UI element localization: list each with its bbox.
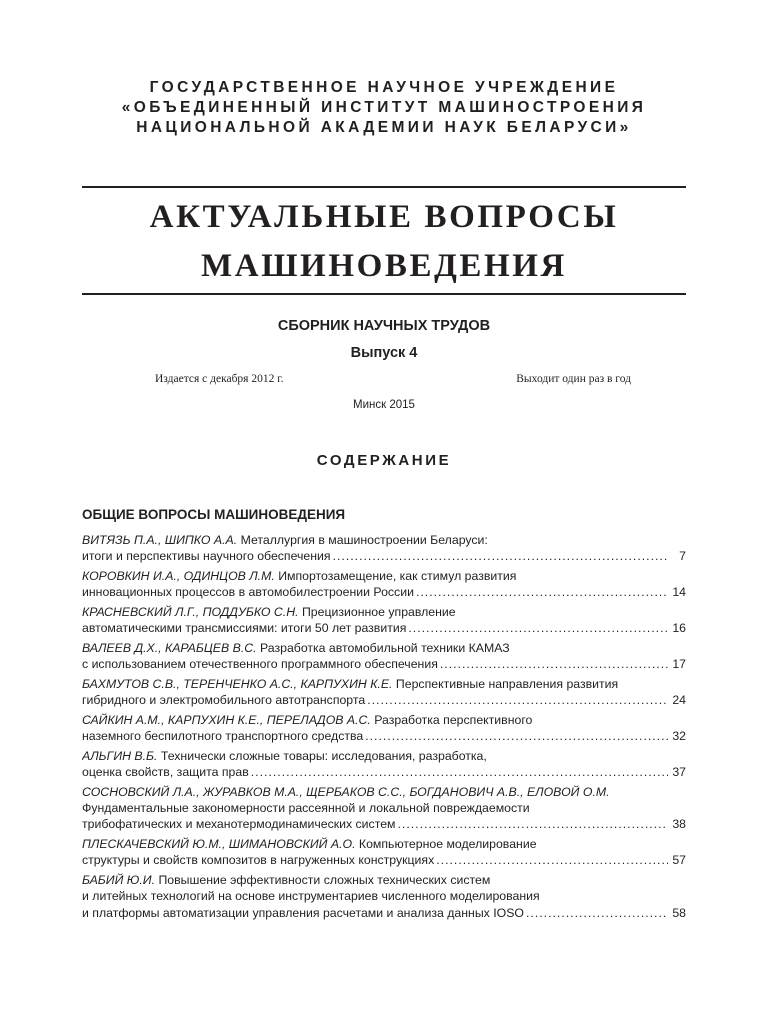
dot-leader	[398, 816, 669, 832]
toc-authors: БАБИЙ Ю.И.	[82, 873, 156, 888]
institution-line: «ОБЪЕДИНЕННЫЙ ИНСТИТУТ МАШИНОСТРОЕНИЯ	[121, 99, 647, 116]
toc-authors: КРАСНЕВСКИЙ Л.Г., ПОДДУБКО С.Н.	[82, 605, 299, 619]
contents-heading: СОДЕРЖАНИЕ	[316, 452, 452, 469]
institution-name	[80, 78, 688, 138]
toc-page-number: 14	[672, 585, 686, 600]
dot-leader	[436, 852, 668, 868]
collection-label: СБОРНИК НАУЧНЫХ ТРУДОВ	[277, 318, 491, 334]
toc-title-end: и платформы автоматизации управления расчетами и анализа данных IOSO	[82, 905, 524, 920]
book-title-line: АКТУАЛЬНЫЕ ВОПРОСЫ	[149, 199, 619, 235]
toc-title-line: Фундаментальные закономерности рассеянной и локальной повреждаемости	[82, 801, 530, 816]
toc-title-start: Разработка перспективного	[374, 713, 533, 727]
dot-leader	[408, 620, 668, 636]
toc-title-end: наземного беспилотного транспортного средства	[82, 729, 364, 744]
toc-title-start: Разработка автомобильной техники КАМАЗ	[259, 641, 510, 655]
toc-page-number: 57	[672, 853, 686, 868]
toc-entry	[82, 532, 686, 564]
toc-entry-first-line	[82, 676, 686, 692]
toc-page-number: 7	[679, 549, 686, 564]
toc-authors: СОСНОВСКИЙ Л.А., ЖУРАВКОВ М.А., ЩЕРБАКОВ С.С., БОГДАНОВИЧ А.В., ЕЛОВОЙ О.М.	[82, 785, 610, 799]
toc-title-end: структуры и свойств композитов в нагруженных конструкциях	[82, 853, 435, 868]
toc-entry	[82, 568, 686, 600]
bottom-rule	[82, 293, 686, 295]
toc-entry	[82, 872, 686, 921]
toc-entry-first-line	[82, 748, 686, 764]
toc-title-end: оценка свойств, защита прав	[82, 765, 249, 780]
section-title: ОБЩИЕ ВОПРОСЫ МАШИНОВЕДЕНИЯ	[82, 507, 346, 522]
toc-authors: АЛЬГИН В.Б.	[82, 749, 158, 763]
toc-authors: ВАЛЕЕВ Д.Х., КАРАБЦЕВ В.С.	[82, 641, 257, 655]
toc-entry-last-line	[82, 692, 686, 708]
toc-entry-first-line	[82, 568, 686, 584]
toc-authors: БАХМУТОВ С.В., ТЕРЕНЧЕНКО А.С., КАРПУХИН К.Е.	[82, 677, 393, 691]
dot-leader	[333, 548, 668, 564]
dot-leader	[367, 692, 668, 708]
dot-leader	[251, 764, 668, 780]
institution-line: ГОСУДАРСТВЕННОЕ НАУЧНОЕ УЧРЕЖДЕНИЕ	[149, 79, 619, 96]
toc-entry-first-line	[82, 640, 686, 656]
toc-page-number: 32	[672, 729, 686, 744]
toc-entry	[82, 676, 686, 708]
toc-entry-last-line	[82, 548, 686, 564]
toc-title-start: Импортозамещение, как стимул развития	[278, 569, 517, 583]
toc-page-number: 24	[672, 693, 686, 708]
toc-entry	[82, 604, 686, 636]
toc-authors: САЙКИН А.М., КАРПУХИН К.Е., ПЕРЕЛАДОВ А.С.	[82, 713, 371, 727]
toc-entry	[82, 784, 686, 833]
toc-entry-first-line	[82, 784, 686, 800]
toc-page-number: 38	[672, 817, 686, 832]
toc-page-number: 16	[672, 621, 686, 636]
dot-leader	[526, 905, 668, 921]
toc-entry-first-line	[82, 604, 686, 620]
toc-entry	[82, 712, 686, 744]
toc-title-start: Повышение эффективности сложных технических систем	[158, 873, 491, 888]
toc-page-number: 37	[672, 765, 686, 780]
institution-line: НАЦИОНАЛЬНОЙ АКАДЕМИИ НАУК БЕЛАРУСИ»	[136, 119, 632, 136]
toc-entry-last-line	[82, 764, 686, 780]
toc-entry-first-line	[82, 872, 686, 888]
top-rule	[82, 186, 686, 188]
toc-page-number: 58	[672, 905, 686, 920]
toc-title-end: гибридного и электромобильного автотранспорта	[82, 693, 366, 708]
publication-frequency: Выходит один раз в год	[516, 373, 631, 385]
toc-entry-last-line	[82, 656, 686, 672]
dot-leader	[416, 584, 668, 600]
toc-authors: КОРОВКИН И.А., ОДИНЦОВ Л.М.	[82, 569, 275, 583]
toc-entry-last-line	[82, 728, 686, 744]
toc-title-start: Технически сложные товары: исследования, разработка,	[160, 749, 487, 763]
toc-title-line: и литейных технологий на основе инструментариев численного моделирования	[82, 889, 540, 904]
toc-entry	[82, 748, 686, 780]
toc-entry-last-line	[82, 584, 686, 600]
book-title-line: МАШИНОВЕДЕНИЯ	[201, 248, 567, 284]
toc-entry-last-line	[82, 905, 686, 921]
book-title	[82, 193, 686, 291]
toc-title-end: автоматическими трансмиссиями: итоги 50 лет развития	[82, 621, 407, 636]
dot-leader	[365, 728, 668, 744]
toc-authors: ВИТЯЗЬ П.А., ШИПКО А.А.	[82, 533, 238, 547]
toc-entry-first-line	[82, 532, 686, 548]
toc-entry-last-line	[82, 620, 686, 636]
toc-entry-last-line	[82, 816, 686, 832]
issue-number: Выпуск 4	[350, 345, 418, 361]
toc-authors: ПЛЕСКАЧЕВСКИЙ Ю.М., ШИМАНОВСКИЙ А.О.	[82, 837, 356, 852]
table-of-contents	[82, 532, 686, 924]
toc-title-start: Прецизионное управление	[301, 605, 456, 619]
toc-title-end: инновационных процессов в автомобилестроении России	[82, 585, 414, 600]
city-year: Минск 2015	[353, 399, 415, 411]
toc-title-start: Металлургия в машиностроении Беларуси:	[240, 533, 488, 547]
toc-entry	[82, 836, 686, 868]
toc-title-start: Компьютерное моделирование	[358, 837, 537, 852]
toc-entry-first-line	[82, 836, 686, 852]
toc-entry-first-line	[82, 712, 686, 728]
toc-title-end: трибофатических и механотермодинамических систем	[82, 817, 396, 832]
toc-title-end: с использованием отечественного программного обеспечения	[82, 657, 438, 672]
toc-title-start: Перспективные направления развития	[395, 677, 619, 691]
published-since: Издается с декабря 2012 г.	[155, 373, 284, 385]
toc-title-end: итоги и перспективы научного обеспечения	[82, 549, 331, 564]
dot-leader	[440, 656, 668, 672]
toc-entry-last-line	[82, 852, 686, 868]
toc-page-number: 17	[672, 657, 686, 672]
toc-entry	[82, 640, 686, 672]
